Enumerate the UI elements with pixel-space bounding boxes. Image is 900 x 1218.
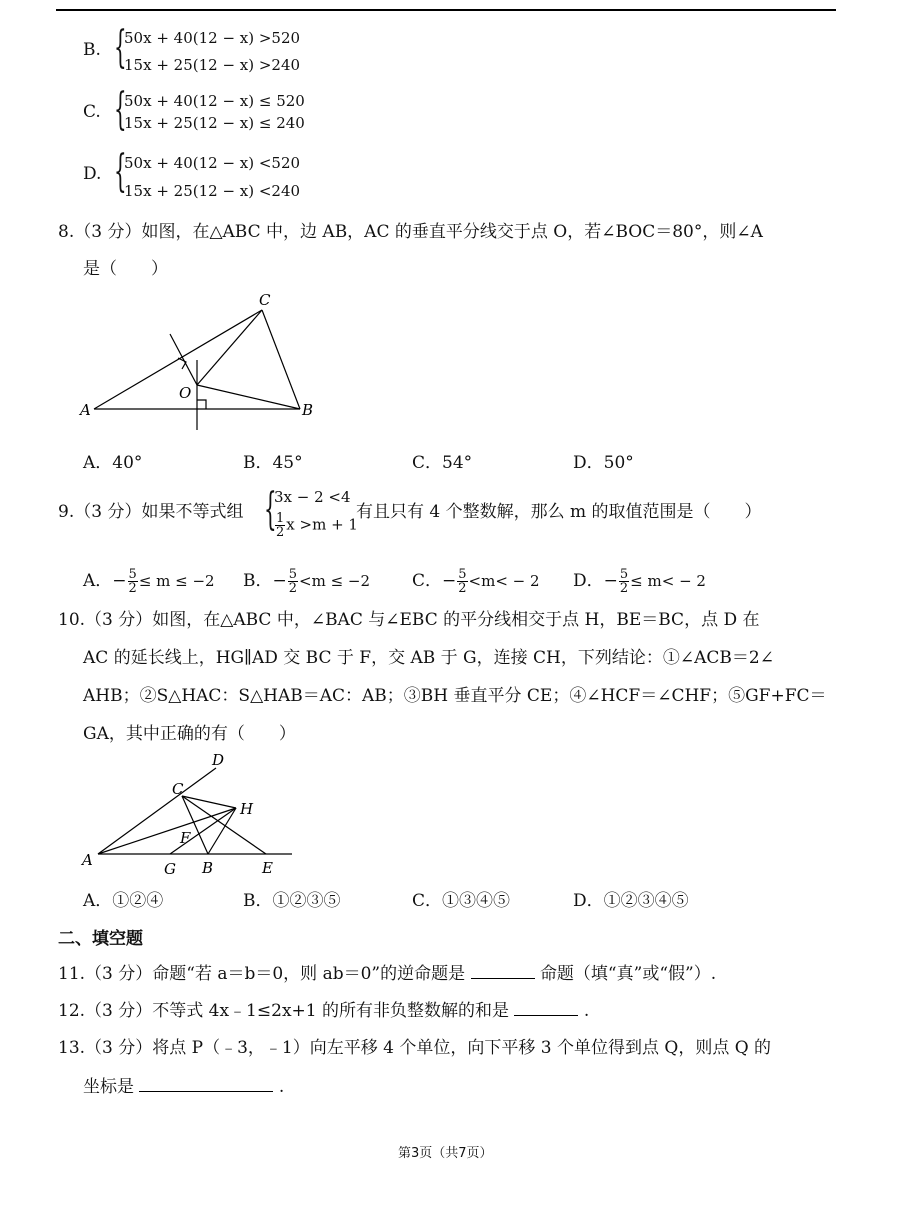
brace-icon: { xyxy=(114,84,127,135)
q9-option-a-sign: − xyxy=(112,571,127,591)
q8-option-c: C．54° xyxy=(412,453,473,473)
q7-option-d-letter: D. xyxy=(83,164,102,184)
q9-option-c-letter: C． xyxy=(412,571,443,591)
q12-answer-blank[interactable] xyxy=(514,999,578,1016)
q7-option-b-line2: 15x + 25(12 − x) >240 xyxy=(124,56,301,74)
q12-stem-post: . xyxy=(583,1001,590,1021)
q13-stem-post: . xyxy=(278,1077,285,1097)
q10-label-c: C xyxy=(172,780,184,798)
q10-option-d: D．①②③④⑤ xyxy=(573,891,689,911)
q8-segment-oc xyxy=(197,310,262,385)
q10-label-g: G xyxy=(164,860,176,878)
q10-label-h: H xyxy=(240,800,254,818)
q9-stem-suffix: 有且只有 4 个整数解，那么 m 的取值范围是（ ） xyxy=(356,502,762,522)
q9-option-d-letter: D． xyxy=(573,571,604,591)
q7-option-b-letter: B. xyxy=(83,40,101,60)
q13-answer-blank[interactable] xyxy=(139,1075,273,1092)
q9-option-d-num: 5 xyxy=(619,567,629,582)
q10-label-d: D xyxy=(212,751,225,769)
q9-system-line1: 3x − 2 <4 xyxy=(274,488,351,506)
q8-right-angle-mark xyxy=(178,358,186,369)
page-number-footer: 第3页（共7页） xyxy=(398,1146,493,1161)
q9-frac-denominator: 2 xyxy=(276,525,285,540)
q9-system-line2 xyxy=(274,512,358,539)
q9-option-b-num: 5 xyxy=(288,567,298,582)
q9-option-c-rest: <m< − 2 xyxy=(468,572,540,590)
q10-line-ah xyxy=(98,808,236,854)
q11-stem-pre: 11.（3 分）命题“若 a＝b＝0，则 ab＝0”的逆命题是 xyxy=(58,964,466,984)
q8-segment-bc xyxy=(262,310,300,409)
q7-option-d-line1: 50x + 40(12 − x) <520 xyxy=(124,154,301,172)
q10-option-c: C．①③④⑤ xyxy=(412,891,511,911)
q10-label-a: A xyxy=(82,851,93,869)
q9-option-a-den: 2 xyxy=(128,581,137,596)
q9-option-b-den: 2 xyxy=(288,581,298,596)
q10-triangle-figure xyxy=(78,750,303,880)
q8-option-b: B．45° xyxy=(243,453,303,473)
q9-system-line2-rest: x >m + 1 xyxy=(286,515,358,534)
q10-option-b: B．①②③⑤ xyxy=(243,891,341,911)
q8-stem-line1: 8.（3 分）如图，在△ABC 中，边 AB，AC 的垂直平分线交于点 O，若∠BOC＝80°，则∠A xyxy=(58,222,763,242)
q9-option-a xyxy=(83,566,215,595)
q9-stem-prefix: 9.（3 分）如果不等式组 xyxy=(58,502,244,522)
q8-right-angle-mark xyxy=(197,400,206,409)
q10-line-ad xyxy=(98,768,216,854)
q9-option-d-rest: ≤ m< − 2 xyxy=(630,572,706,590)
q7-option-d-line2: 15x + 25(12 − x) <240 xyxy=(124,182,301,200)
q8-option-d: D．50° xyxy=(573,453,634,473)
q9-option-b xyxy=(243,566,370,595)
q8-label-a: A xyxy=(80,401,91,419)
q10-stem-line1: 10.（3 分）如图，在△ABC 中，∠BAC 与∠EBC 的平分线相交于点 H，BE＝BC，点 D 在 xyxy=(58,610,760,630)
q10-label-f: F xyxy=(180,829,191,847)
q8-triangle-figure xyxy=(78,290,328,435)
q8-perp-bisector-ac xyxy=(170,334,197,385)
brace-icon: { xyxy=(114,146,127,197)
q9-option-c-den: 2 xyxy=(458,581,467,596)
q9-option-d-den: 2 xyxy=(619,581,629,596)
q7-option-c-letter: C. xyxy=(83,102,101,122)
q8-label-b: B xyxy=(302,401,314,419)
q9-option-a-letter: A． xyxy=(83,571,113,591)
q11-answer-blank[interactable] xyxy=(471,962,535,979)
q8-stem-line2: 是（ ） xyxy=(83,259,168,279)
q8-label-o: O xyxy=(179,384,192,402)
q7-option-b-line1: 50x + 40(12 − x) >520 xyxy=(124,29,301,47)
q9-option-d xyxy=(573,566,706,595)
q12-stem-pre: 12.（3 分）不等式 4x﹣1≤2x+1 的所有非负整数解的和是 xyxy=(58,1001,509,1021)
brace-icon: { xyxy=(114,22,127,73)
q9-option-c-num: 5 xyxy=(458,567,467,582)
q12-stem xyxy=(58,999,589,1021)
brace-icon: { xyxy=(264,484,277,535)
q10-stem-line2: AC 的延长线上，HG∥AD 交 BC 于 F，交 AB 于 G，连接 CH，下列结论：①∠ACB＝2∠ xyxy=(83,648,774,668)
q11-stem xyxy=(58,962,716,984)
q8-option-a: A．40° xyxy=(83,453,143,473)
q9-option-d-sign: − xyxy=(603,571,618,591)
q9-frac-numerator: 1 xyxy=(276,511,285,526)
q9-option-a-rest: ≤ m ≤ −2 xyxy=(138,572,215,590)
section-title-fill-in: 二、填空题 xyxy=(58,929,143,949)
q11-stem-post: 命题（填“真”或“假”）. xyxy=(539,964,717,984)
q13-stem-line1: 13.（3 分）将点 P（﹣3，﹣1）向左平移 4 个单位，向下平移 3 个单位得到点 Q，则点 Q 的 xyxy=(58,1038,772,1058)
q10-label-e: E xyxy=(262,859,273,877)
q10-stem-line4: GA，其中正确的有（ ） xyxy=(83,724,296,744)
q10-stem-line3: AHB；②S△HAC：S△HAB＝AC：AB；③BH 垂直平分 CE；④∠HCF＝∠CHF；⑤GF+FC＝ xyxy=(83,686,827,706)
q13-stem-pre: 坐标是 xyxy=(83,1077,134,1097)
q9-option-c xyxy=(412,566,540,595)
q9-option-b-sign: − xyxy=(272,571,287,591)
q9-option-c-sign: − xyxy=(442,571,457,591)
q9-option-b-rest: <m ≤ −2 xyxy=(299,572,371,590)
q8-segment-ob xyxy=(197,385,300,409)
q13-stem-line2 xyxy=(83,1075,284,1097)
q7-option-c-line2: 15x + 25(12 − x) ≤ 240 xyxy=(124,114,305,132)
q10-option-a: A．①②④ xyxy=(83,891,164,911)
q7-option-c-line1: 50x + 40(12 − x) ≤ 520 xyxy=(124,92,305,110)
q10-label-b: B xyxy=(202,859,214,877)
header-rule xyxy=(56,9,836,11)
q9-option-a-num: 5 xyxy=(128,567,137,582)
q9-option-b-letter: B． xyxy=(243,571,273,591)
q8-label-c: C xyxy=(259,291,271,309)
